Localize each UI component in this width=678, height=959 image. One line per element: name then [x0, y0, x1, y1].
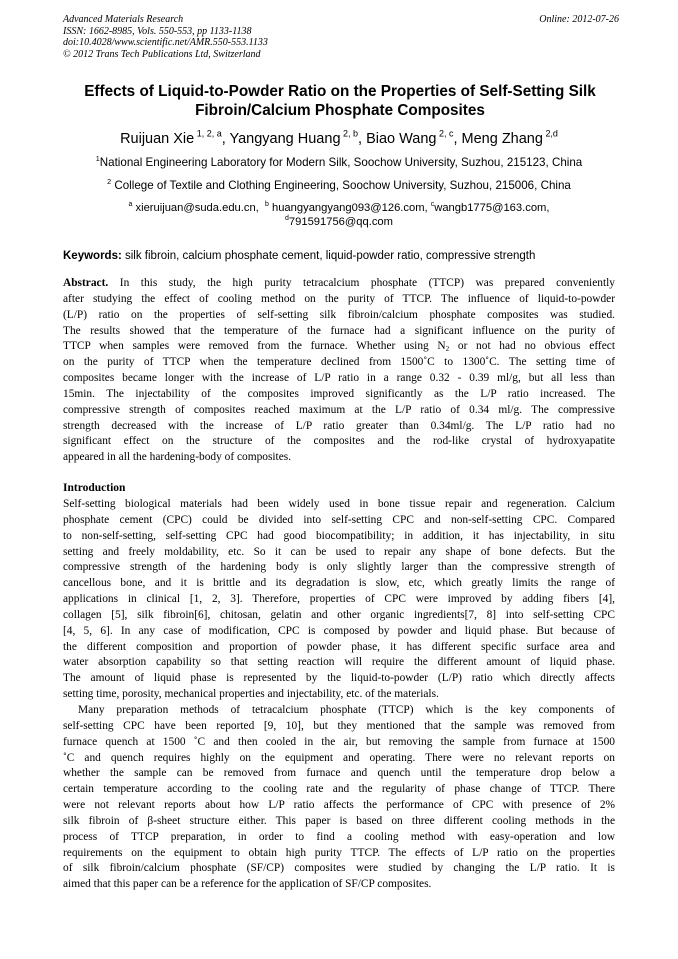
author-superscript: 2,d	[545, 128, 558, 139]
author-separator: ,	[358, 131, 367, 147]
introduction-paragraph-1	[63, 497, 615, 703]
body-line: the different composition and proportion of powder phase, it has different specific surface area and	[63, 640, 615, 653]
body-line: were not relevant reports about how L/P ratio affects the performance of CPC with presence of 2%	[63, 799, 615, 812]
affiliation-text: National Engineering Laboratory for Modern Silk, Soochow University, Suzhou, 215123, China	[99, 156, 583, 169]
body-line: Self-setting biological materials had been widely used in bone tissue repair and regeneration. Calcium	[63, 498, 615, 510]
abstract-line: significant effect on the structure of the composites and the rod-like crystal of hydroxyapatite	[63, 435, 615, 448]
affiliation-number: 2	[107, 176, 112, 186]
abstract-line: composites became longer with the increase of L/P ratio in a range 0.32 - 0.39 ml/g, but all less than	[63, 372, 615, 385]
email-marker: d	[285, 215, 289, 223]
abstract-line: compressive strength of composites reached maximum at the L/P ratio of 0.34 ml/g. The compressive	[63, 403, 615, 416]
copyright-line: © 2012 Trans Tech Publications Ltd, Switzerland	[63, 48, 261, 60]
body-line: [4, 5, 6]. In any case of modification, CPC is composed by powder and liquid phase. But because of	[63, 624, 615, 637]
body-line: applications in clinical [1, 2, 3]. Therefore, properties of CPC were improved by adding fibers [4],	[63, 593, 615, 606]
body-line: water absorption capability so that setting reaction will require the different amount of liquid phase.	[63, 656, 615, 669]
email-marker: a	[128, 201, 133, 209]
abstract-line: 15min. The injectability of the composites improved significantly as the L/P ratio increased. The	[63, 387, 615, 400]
body-line: whether the sample can be removed from furnace and quench until the temperature drop below a	[63, 767, 615, 780]
affiliation-text: College of Textile and Clothing Engineering, Soochow University, Suzhou, 215006, China	[114, 179, 571, 192]
abstract-text: TTCP when samples were removed from the furnace. Whether using N	[63, 340, 446, 353]
abstract-line: on the purity of TTCP when the temperature declined from 1500˚C to 1300˚C. The setting time of	[63, 356, 615, 369]
body-line: collagen [5], silk fibroin[6], chitosan, gelatin and other organic ingredients[7, 8] into self-setting CPC	[63, 608, 615, 621]
email-line-1	[20, 201, 658, 215]
journal-name: Advanced Materials Research	[63, 14, 184, 25]
author-superscript: 2, c	[438, 128, 454, 139]
body-line: compressive strength of the hardening body is only slightly larger than the compressive strength of	[63, 561, 615, 574]
body-line: certain temperature according to the cooling rate and the regularity of phase change of TTCP. There	[63, 783, 615, 796]
title-line-1: Effects of Liquid-to-Powder Ratio on the Properties of Self-Setting Silk	[84, 83, 596, 100]
abstract-line: The results showed that the temperature of the furnace had a significant influence on the purity of	[63, 324, 615, 337]
body-line: phosphate cement (CPC) could be divided into self-setting CPC and non-self-setting CPC. Compared	[63, 513, 615, 526]
subscript: 2	[445, 345, 450, 354]
keywords	[63, 249, 623, 263]
body-line: setting and freely moldability, etc. So it can be used to repair any shape of bone defects. But the	[63, 545, 615, 558]
author-superscript: 1, 2, a	[196, 128, 222, 139]
abstract-line: strength decreased with the increase of L/P ratio greater than 0.34ml/g. The L/P ratio had no	[63, 419, 615, 432]
author-name: Meng Zhang	[461, 131, 543, 147]
abstract-line: after studying the effect of cooling method on the purity of TTCP. The influence of liquid-to-powder	[63, 292, 615, 305]
keywords-text: silk fibroin, calcium phosphate cement, liquid-powder ratio, compressive strength	[125, 250, 536, 262]
email-marker: b	[265, 201, 269, 209]
journal-header	[63, 14, 619, 60]
author-superscript: 2, b	[343, 128, 359, 139]
online-date: Online: 2012-07-26	[539, 14, 619, 25]
affiliation-number: 1	[95, 153, 100, 163]
body-line: furnace quench at 1500 ˚C and then cooled in the air, but removing the sample from furnace at 1500	[63, 735, 615, 748]
body-line: setting time, porosity, mechanical properties and injectability, etc. of the materials.	[63, 688, 439, 701]
affiliation-2	[20, 176, 658, 193]
abstract-text: or not had no obvious effect	[449, 340, 615, 353]
abstract-line	[63, 276, 615, 292]
keywords-label: Keywords:	[63, 250, 122, 262]
author-separator: ,	[221, 131, 230, 147]
introduction-heading: Introduction	[63, 482, 126, 494]
email-address: xieruijuan@suda.edu.cn,	[135, 202, 259, 214]
body-line: of silk fibroin/calcium phosphate (SF/CP) composites were studied by changing the L/P ratio. It is	[63, 862, 615, 875]
body-line: self-setting CPC have been reported [9, 10], but they mentioned that the sample was removed from	[63, 719, 615, 732]
body-line: silk fibroin of β-sheet structure either. This paper is based on three different cooling methods in the	[63, 814, 615, 827]
email-address: huangyangyang093@126.com,	[271, 202, 428, 214]
email-address: 791591756@qq.com	[288, 216, 393, 228]
body-line: requirements on the equipment to obtain high purity TTCP. The effects of L/P ratio on the properties	[63, 846, 615, 859]
body-line: Many preparation methods of tetracalcium phosphate (TTCP) which is the key components of	[78, 704, 615, 716]
email-marker: c	[430, 201, 435, 209]
author-separator: ,	[453, 131, 462, 147]
body-line: to non-self-setting, self-setting CPC had good biocompatibility; in addition, it has injectability, in situ	[63, 529, 615, 542]
author-list	[20, 130, 658, 148]
body-line: ˚C and quench requires highly on the equipment and operating. There were no relevant reports on	[63, 751, 615, 764]
title-line-2: Fibroin/Calcium Phosphate Composites	[195, 102, 485, 119]
author-name: Yangyang Huang	[229, 131, 341, 147]
introduction-paragraph-2	[63, 703, 615, 893]
author-name: Biao Wang	[366, 131, 437, 147]
abstract-line: (L/P) ratio on the properties of self-setting silk fibroin/calcium phosphate composites was studied.	[63, 308, 615, 321]
body-line: cancellous bone, and it is brittle and its degradation is slow, etc, which greatly limits the range of	[63, 577, 615, 590]
email-address: wangb1775@163.com,	[434, 202, 550, 214]
body-line: aimed that this paper can be a reference for the application of SF/CP composites.	[63, 878, 432, 891]
affiliation-1	[20, 153, 658, 170]
abstract-label: Abstract.	[63, 277, 109, 289]
body-line: process of TTCP preparation, in order to find a cooling method with easy-operation and low	[63, 830, 615, 843]
abstract-line: appeared in all the hardening-body of composites.	[63, 451, 292, 464]
issn-line: ISSN: 1662-8985, Vols. 550-553, pp 1133-1138	[63, 25, 252, 37]
abstract	[63, 276, 615, 466]
email-line-2	[20, 215, 658, 229]
abstract-text: In this study, the high purity tetracalcium phosphate (TTCP) was prepared conveniently	[119, 277, 615, 289]
author-name: Ruijuan Xie	[120, 131, 195, 147]
paper-title	[40, 82, 640, 120]
body-line: The amount of liquid phase is represented by the liquid-to-powder (L/P) ratio which directly affects	[63, 672, 615, 685]
doi-line: doi:10.4028/www.scientific.net/AMR.550-553.1133	[63, 37, 268, 48]
abstract-line	[63, 339, 615, 355]
